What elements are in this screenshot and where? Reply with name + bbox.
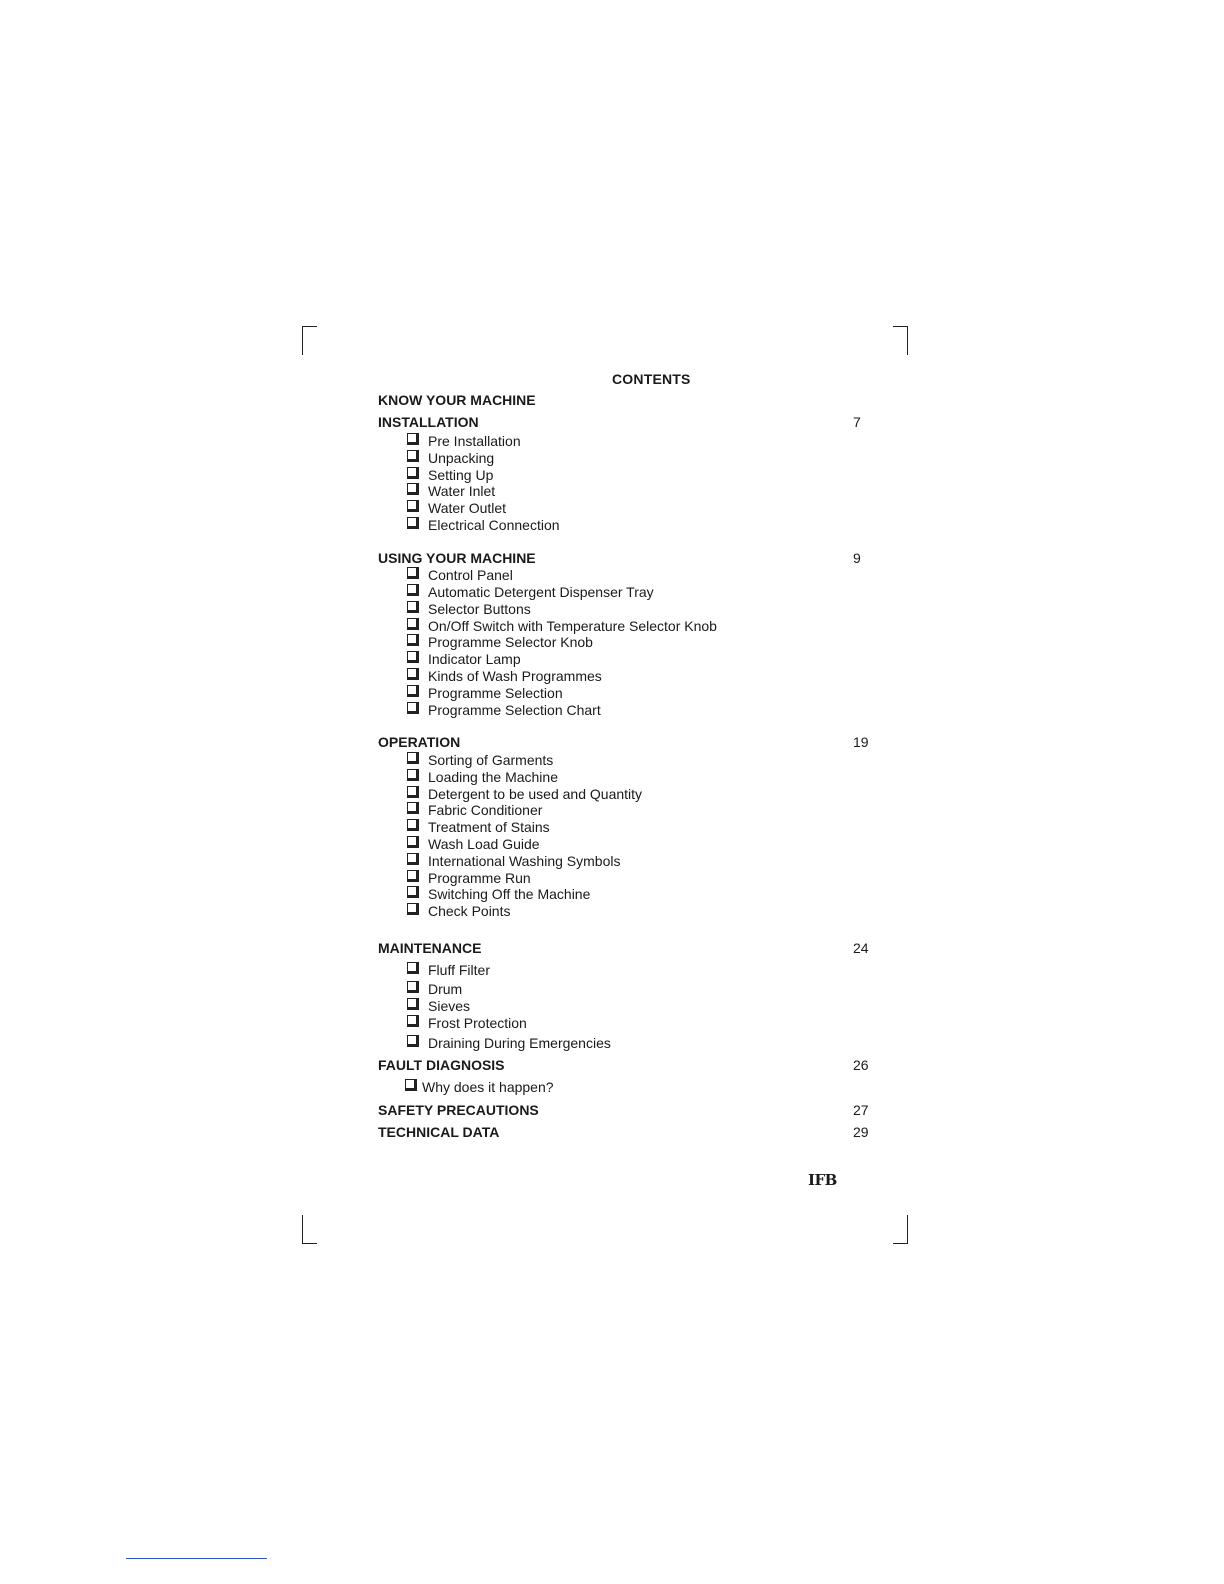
toc-item: Why does it happen? [405,1079,554,1095]
checkbox-bullet-icon [407,601,419,613]
heading-fault-diagnosis: FAULT DIAGNOSIS [378,1057,505,1073]
toc-item: Water Outlet [407,500,506,516]
checkbox-bullet-icon [407,618,419,630]
toc-item: Treatment of Stains [407,819,550,835]
heading-know-your-machine: KNOW YOUR MACHINE [378,392,536,408]
toc-item: Control Panel [407,567,513,583]
toc-item: Check Points [407,903,510,919]
page-operation: 19 [853,734,869,750]
page-technical-data: 29 [853,1124,869,1140]
toc-item: Sieves [407,998,470,1014]
crop-mark-bottom-left [302,1215,317,1244]
footer-rule [126,1558,267,1559]
toc-item: Switching Off the Machine [407,886,590,902]
toc-item: Drum [407,981,462,997]
toc-item: Fluff Filter [407,962,490,978]
toc-item: Electrical Connection [407,517,560,533]
page-installation: 7 [853,414,861,430]
toc-item: Indicator Lamp [407,651,521,667]
checkbox-bullet-icon [407,567,419,579]
toc-item: Selector Buttons [407,601,531,617]
toc-item: Fabric Conditioner [407,802,542,818]
heading-operation: OPERATION [378,734,461,750]
toc-item: Programme Selection Chart [407,702,601,718]
checkbox-bullet-icon [407,651,419,663]
page-safety-precautions: 27 [853,1102,869,1118]
page-fault-diagnosis: 26 [853,1057,869,1073]
ifb-logo: IFB [808,1171,837,1189]
crop-mark-top-right [893,326,908,355]
checkbox-bullet-icon [407,517,419,529]
page-using-your-machine: 9 [853,550,861,566]
toc-item: On/Off Switch with Temperature Selector Knob [407,618,717,634]
checkbox-bullet-icon [407,998,419,1010]
checkbox-bullet-icon [407,450,419,462]
toc-item: Unpacking [407,450,494,466]
checkbox-bullet-icon [407,433,419,445]
checkbox-bullet-icon [407,903,419,915]
checkbox-bullet-icon [407,786,419,798]
toc-item: Pre Installation [407,433,521,449]
toc-item: International Washing Symbols [407,853,620,869]
checkbox-bullet-icon [407,752,419,764]
toc-item: Wash Load Guide [407,836,540,852]
checkbox-bullet-icon [407,467,419,479]
checkbox-bullet-icon [407,853,419,865]
checkbox-bullet-icon [407,819,419,831]
toc-item: Sorting of Garments [407,752,553,768]
checkbox-bullet-icon [407,1035,419,1047]
checkbox-bullet-icon [407,769,419,781]
toc-item: Programme Selection [407,685,563,701]
checkbox-bullet-icon [407,584,419,596]
toc-item: Programme Run [407,870,531,886]
checkbox-bullet-icon [407,685,419,697]
toc-item: Draining During Emergencies [407,1035,611,1051]
contents-title: CONTENTS [612,371,691,387]
toc-item: Programme Selector Knob [407,634,593,650]
checkbox-bullet-icon [407,836,419,848]
heading-maintenance: MAINTENANCE [378,940,482,956]
toc-item: Kinds of Wash Programmes [407,668,602,684]
checkbox-bullet-icon [407,483,419,495]
checkbox-bullet-icon [407,802,419,814]
heading-installation: INSTALLATION [378,414,479,430]
toc-item: Frost Protection [407,1015,527,1031]
crop-mark-top-left [302,326,317,355]
heading-technical-data: TECHNICAL DATA [378,1124,500,1140]
heading-using-your-machine: USING YOUR MACHINE [378,550,536,566]
checkbox-bullet-icon [407,1015,419,1027]
checkbox-bullet-icon [407,500,419,512]
checkbox-bullet-icon [407,886,419,898]
heading-safety-precautions: SAFETY PRECAUTIONS [378,1102,539,1118]
crop-mark-bottom-right [893,1215,908,1244]
toc-item: Setting Up [407,467,493,483]
toc-item: Detergent to be used and Quantity [407,786,642,802]
checkbox-bullet-icon [405,1079,417,1091]
checkbox-bullet-icon [407,702,419,714]
checkbox-bullet-icon [407,870,419,882]
checkbox-bullet-icon [407,962,419,974]
toc-item: Water Inlet [407,483,495,499]
checkbox-bullet-icon [407,668,419,680]
toc-item: Automatic Detergent Dispenser Tray [407,584,654,600]
toc-item: Loading the Machine [407,769,558,785]
checkbox-bullet-icon [407,981,419,993]
page-maintenance: 24 [853,940,869,956]
checkbox-bullet-icon [407,634,419,646]
